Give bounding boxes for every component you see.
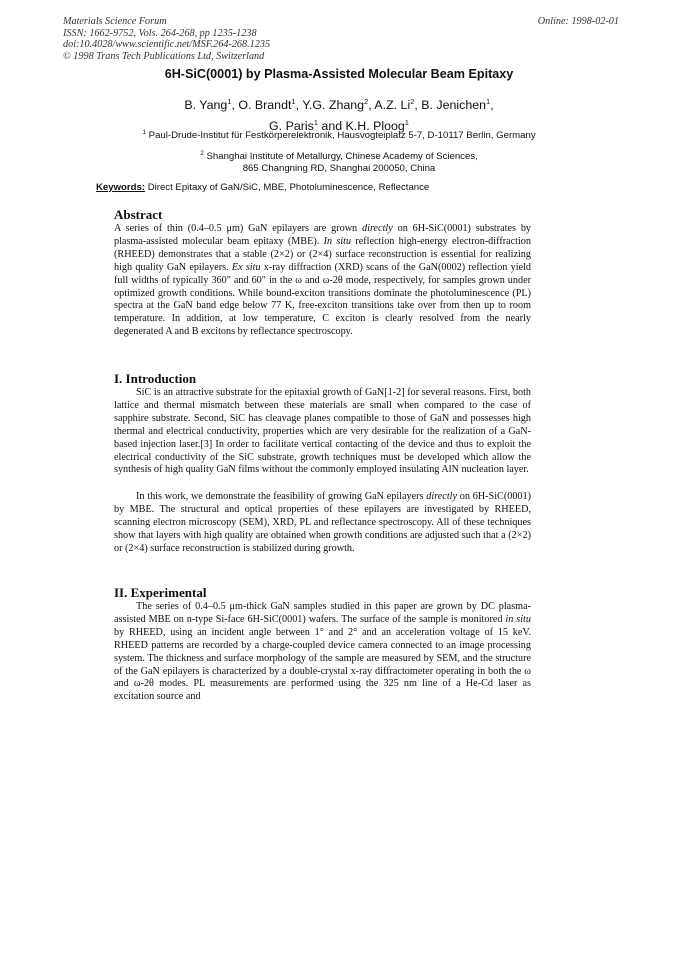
experimental-paragraph: The series of 0.4–0.5 μm-thick GaN samples studied in this paper are grown by DC plasma-assisted MBE on n-type Si-face 6H-SiC(0001) wafers. The surface of the sample is monitored in situ by RHEED, using an incident angle between 1° and 2° and an acceleration voltage of 15 keV. RHEED patterns are recorded by a charge-coupled device camera connected to an image processing system. The thickness and surface morphology of the sample are measured by SEM, and the structure of the GaN epilayers is characterized by a double-crystal x-ray diffractometer operating in both the ω and ω-2θ modes. PL measurements are performed using the 325 nm line of a He-Cd laser as excitation source and (114, 601, 531, 703)
introduction-paragraph-2: In this work, we demonstrate the feasibility of growing GaN epilayers directly on 6H-SiC(0001) by MBE. The structural and optical properties of these epilayers are investigated by RHEED, scanning electron microscopy (SEM), XRD, PL and reflectance spectroscopy. All of these techniques show that layers with high quality are obtained when growth conditions are adjusted such that a (2×2) or (2×4) surface reconstruction is stabilized during growth. (114, 491, 532, 554)
issn-line: ISSN: 1662-9752, Vols. 264-268, pp 1235-1238 (63, 27, 257, 39)
keywords-text: Direct Epitaxy of GaN/SiC, MBE, Photoluminescence, Reflectance (147, 182, 430, 193)
introduction-paragraph-1: SiC is an attractive substrate for the epitaxial growth of GaN[1-2] for several reasons. First, both lattice and thermal mismatch between these materials are small when compared to the case of sapphire substrate. Second, SiC has cleavage planes compatible to those of GaN and possesses high thermal and electrical conductivity, properties which are very desirable for the realization of a GaN-based injection laser.[3] In order to facilitate vertical contacting of the device and thus to exploit the electrical conductivity of the SiC substrate, growth techniques must be developed which allow the synthesis of high quality GaN films without the commonly employed insulating AlN nucleation layer. (114, 387, 531, 476)
online-date: Online: 1998-02-01 (537, 16, 619, 27)
introduction-heading: I. Introduction (114, 371, 197, 386)
keywords-label: Keywords: (96, 182, 146, 193)
copyright-line: © 1998 Trans Tech Publications Ltd, Switzerland (63, 50, 265, 62)
journal-header (63, 16, 619, 62)
paper-title: 6H-SiC(0001) by Plasma-Assisted Molecular Beam Epitaxy (164, 67, 514, 81)
keywords (96, 182, 429, 193)
author-line-1: B. Yang$^1$, O. Brandt$^1$, Y.G. Zhang$^2$, A.Z. Li$^2$, B. Jenichen$^1$, (184, 97, 494, 113)
experimental-heading: II. Experimental (114, 585, 207, 600)
affiliation-2: $^2$ Shanghai Institute of Metallurgy, Chinese Academy of Sciences, 865 Changning RD, Shanghai 200050, China (200, 150, 478, 174)
abstract-paragraph: A series of thin (0.4–0.5 μm) GaN epilayers are grown directly on 6H-SiC(0001) substrates by plasma-assisted molecular beam epitaxy (MBE). In situ reflection high-energy electron-diffraction (RHEED) demonstrates that a stable (2×2) or (2×4) surface reconstruction is essential for realizing high quality GaN epilayers. Ex situ x-ray diffraction (XRD) scans of the GaN(0002) reflection yield full widths of typically 360" and 60" in the ω and ω-2θ mode, respectively, for samples grown under optimized growth conditions. While bound-exciton transitions dominate the photoluminescence (PL) spectra at the GaN band edge below 77 K, free-exciton transitions take over from then up to room temperature. In addition, at low temperature, C exciton is clearly resolved from the nearly degenerated A and B excitons by reflectance spectroscopy. (114, 223, 532, 338)
doi-line: doi:10.4028/www.scientific.net/MSF.264-268.1235 (63, 39, 271, 51)
abstract-heading: Abstract (114, 207, 163, 222)
affiliation-1: $^1$ Paul-Drude-Institut für Festkörperelektronik, Hausvogteiplatz 5-7, D-10117 Berlin, Germany (142, 129, 536, 142)
journal-name: Materials Science Forum (63, 16, 167, 27)
author-line-2: G. Paris$^1$ and K.H. Ploog$^1$ (269, 118, 409, 134)
